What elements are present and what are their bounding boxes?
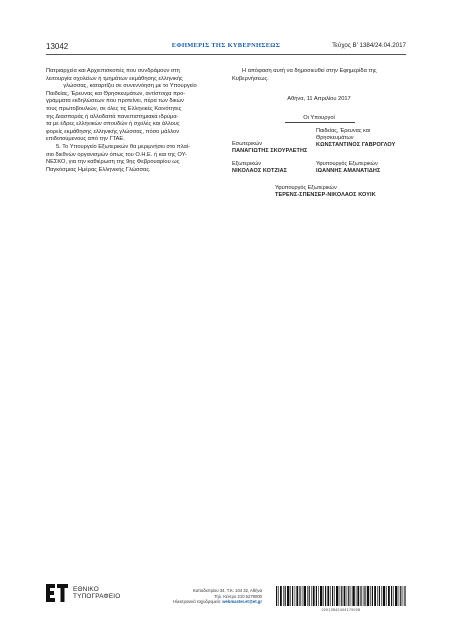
- signing-date: Αθήνα, 11 Απριλίου 2017: [287, 96, 351, 102]
- text-line: τους πρωτοβουλιών, σε όλες τις Ελληνικές Κοινότητες: [46, 105, 182, 112]
- printing-office-logo-icon: [46, 584, 68, 602]
- footer-email-line: [173, 599, 262, 605]
- signatory-education: [316, 128, 408, 149]
- footer-address: Καποδιστρίου 34, Τ.Κ. 104 32, Αθήνα: [192, 588, 262, 593]
- text-line: λειτουργία σχολείων ή τμημάτων εκμάθησης ελληνικής: [46, 75, 183, 82]
- text-line: Η απόφαση αυτή να δημοσιευθεί στην Εφημερίδα της: [242, 68, 377, 74]
- barcode-number: 02013842404170008: [321, 608, 361, 612]
- signatory-name: ΠΑΝΑΓΙΩΤΗΣ ΣΚΟΥΡΛΕΤΗΣ: [232, 148, 308, 154]
- signatory-role: Παιδείας, Έρευνας και Θρησκευμάτων: [316, 128, 371, 141]
- logo-text: [73, 586, 120, 601]
- issue-reference: Τεύχος Β’ 1384/24.04.2017: [332, 42, 406, 49]
- text-line: 5. Το Υπουργείο Εξωτερικών θα μεριμνήσει στο πλαί-: [56, 143, 190, 150]
- footer-contact: [173, 588, 262, 605]
- text-line: τα με έδρες ελληνικών σπουδών ή σχολές και άλλους: [46, 121, 180, 128]
- signatory-role: Εξωτερικών: [232, 161, 262, 167]
- signatory-role: Υφυπουργός Εξωτερικών: [275, 185, 337, 191]
- signatory-name: ΙΩΑΝΝΗΣ ΑΜΑΝΑΤΙΔΗΣ: [316, 168, 381, 174]
- footer-phone: Τηλ. Κέντρο 210 5279000: [214, 593, 262, 599]
- page-header: [46, 42, 406, 54]
- signatory-name: ΤΕΡΕΝΣ-ΣΠΕΝΣΕΡ-ΝΙΚΟΛΑΟΣ ΚΟΥΙΚ: [275, 192, 376, 198]
- signatory-role: Υφυπουργός Εξωτερικών: [316, 161, 378, 167]
- footer-email-label: Ηλεκτρονικό ταχυδρομείο:: [172, 599, 222, 605]
- text-line: γράμματα εκδηλώσεων που προτείνει, πέρα των δικών: [46, 98, 184, 105]
- footer-email-link[interactable]: webmaster.et@et.gr: [222, 599, 262, 605]
- ministers-rule: [285, 122, 355, 123]
- signatory-name: ΝΙΚΟΛΑΟΣ ΚΟΤΖΙΑΣ: [232, 168, 288, 174]
- text-line: γλώσσας, καταρτίζει σε συνεννόηση με το Υπουργείο: [63, 83, 197, 90]
- signatory-interior: [232, 134, 307, 155]
- signatory-foreign: [232, 161, 287, 175]
- publication-order: [232, 68, 406, 83]
- signatory-deputy-foreign-2: [275, 185, 376, 199]
- text-line: Παγκόσμιας Ημέρας Ελληνικής Γλώσσας.: [46, 166, 151, 173]
- signatory-deputy-foreign-1: [316, 161, 380, 175]
- text-line: ΝΕΣΚΟ, για την καθιέρωση της 9ης Φεβρουαρίου ως: [46, 159, 180, 166]
- journal-title: ΕΦΗΜΕΡΙΣ ΤΗΣ ΚΥΒΕΡΝΗΣΕΩΣ: [171, 42, 281, 49]
- left-column-text: [46, 68, 214, 174]
- logo-line-2: ΤΥΠΟΓΡΑΦΕΙΟ: [73, 593, 121, 601]
- text-line: Παιδείας, Έρευνας και Θρησκευμάτων, αντίστοιχα προ-: [46, 90, 186, 97]
- text-line: επιδοτούμενους από την ΓΤΑΕ.: [46, 136, 125, 143]
- barcode-image: [276, 586, 406, 606]
- ministers-heading: Οι Υπουργοί: [303, 115, 335, 121]
- logo-line-1: ΕΘΝΙΚΟ: [73, 586, 99, 593]
- text-line: της Διασποράς ή αλλοδαπά πανεπιστημιακά ιδρύμα-: [46, 113, 179, 120]
- header-rule: [46, 54, 406, 55]
- text-line: φορείς εκμάθησης ελληνικής γλώσσας, πόσο μάλλον: [46, 128, 180, 135]
- text-line: Κυβερνήσεως.: [232, 75, 269, 82]
- signatory-name: ΚΩΝΣΤΑΝΤΙΝΟΣ ΓΑΒΡΟΓΛΟΥ: [316, 142, 396, 148]
- page-number: 13042: [46, 42, 69, 51]
- text-line: Πατριαρχεία και Αρχιεπισκοπές που συνδράμουν στη: [46, 68, 180, 74]
- signatory-role: Εσωτερικών: [232, 141, 262, 147]
- text-line: σιο διεθνών οργανισμών όπως του Ο.Η.Ε. ή και της ΟΥ-: [46, 151, 187, 158]
